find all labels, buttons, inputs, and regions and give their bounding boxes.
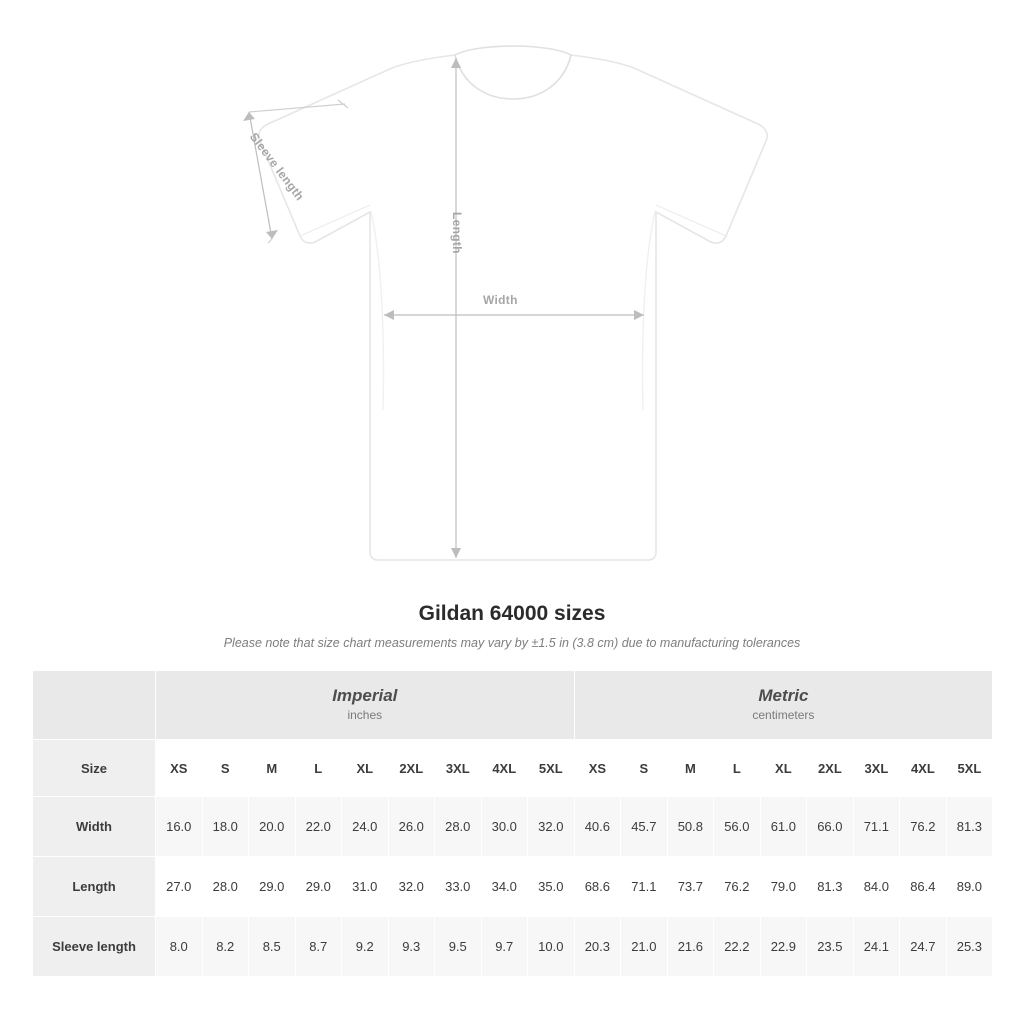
cell-width-metric-l: 56.0 bbox=[714, 797, 761, 857]
unit-group-imperial-sub: inches bbox=[347, 708, 383, 723]
shirt-body bbox=[259, 55, 767, 560]
cell-width-imperial-s: 18.0 bbox=[202, 797, 249, 857]
unit-group-imperial bbox=[156, 671, 575, 740]
size-header-metric-3xl: 3XL bbox=[853, 740, 900, 797]
cell-length-imperial-3xl: 33.0 bbox=[435, 857, 482, 917]
cell-length-metric-m: 73.7 bbox=[667, 857, 714, 917]
cell-width-metric-4xl: 76.2 bbox=[900, 797, 947, 857]
size-header-imperial-m: M bbox=[249, 740, 296, 797]
tolerance-note: Please note that size chart measurements may vary by ±1.5 in (3.8 cm) due to manufacturing tolerances bbox=[223, 636, 801, 650]
size-header-label: Size bbox=[33, 740, 156, 797]
size-header-imperial-s: S bbox=[202, 740, 249, 797]
size-header-metric-xl: XL bbox=[760, 740, 807, 797]
size-header-imperial-2xl: 2XL bbox=[388, 740, 435, 797]
cell-sleeve-imperial-xs: 8.0 bbox=[156, 917, 203, 977]
size-header-metric-5xl: 5XL bbox=[946, 740, 993, 797]
cell-length-imperial-5xl: 35.0 bbox=[528, 857, 575, 917]
cell-sleeve-metric-5xl: 25.3 bbox=[946, 917, 993, 977]
cell-length-imperial-m: 29.0 bbox=[249, 857, 296, 917]
cell-width-metric-5xl: 81.3 bbox=[946, 797, 993, 857]
cell-sleeve-metric-2xl: 23.5 bbox=[807, 917, 854, 977]
cell-sleeve-metric-xs: 20.3 bbox=[574, 917, 621, 977]
cell-sleeve-imperial-s: 8.2 bbox=[202, 917, 249, 977]
cell-width-imperial-5xl: 32.0 bbox=[528, 797, 575, 857]
cell-length-metric-s: 71.1 bbox=[621, 857, 668, 917]
size-chart-table-wrapper bbox=[32, 670, 992, 977]
size-header-metric-xs: XS bbox=[574, 740, 621, 797]
cell-sleeve-metric-4xl: 24.7 bbox=[900, 917, 947, 977]
size-header-metric-l: L bbox=[714, 740, 761, 797]
unit-group-metric-sub: centimeters bbox=[752, 708, 815, 723]
cell-length-metric-2xl: 81.3 bbox=[807, 857, 854, 917]
cell-width-imperial-xl: 24.0 bbox=[342, 797, 389, 857]
cell-width-imperial-4xl: 30.0 bbox=[481, 797, 528, 857]
cell-sleeve-imperial-xl: 9.2 bbox=[342, 917, 389, 977]
size-header-metric-m: M bbox=[667, 740, 714, 797]
size-header-imperial-5xl: 5XL bbox=[528, 740, 575, 797]
size-chart-table bbox=[32, 670, 993, 977]
cell-length-metric-5xl: 89.0 bbox=[946, 857, 993, 917]
cell-sleeve-metric-xl: 22.9 bbox=[760, 917, 807, 977]
cell-sleeve-imperial-m: 8.5 bbox=[249, 917, 296, 977]
cell-width-imperial-3xl: 28.0 bbox=[435, 797, 482, 857]
cell-width-imperial-xs: 16.0 bbox=[156, 797, 203, 857]
size-header-imperial-xs: XS bbox=[156, 740, 203, 797]
cell-sleeve-metric-m: 21.6 bbox=[667, 917, 714, 977]
cell-sleeve-imperial-5xl: 10.0 bbox=[528, 917, 575, 977]
size-header-imperial-4xl: 4XL bbox=[481, 740, 528, 797]
size-header-row bbox=[33, 740, 993, 797]
cell-sleeve-imperial-2xl: 9.3 bbox=[388, 917, 435, 977]
cell-length-imperial-xl: 31.0 bbox=[342, 857, 389, 917]
cell-length-metric-xl: 79.0 bbox=[760, 857, 807, 917]
cell-length-imperial-s: 28.0 bbox=[202, 857, 249, 917]
unit-group-metric-name: Metric bbox=[758, 685, 809, 705]
cell-width-metric-s: 45.7 bbox=[621, 797, 668, 857]
size-header-metric-4xl: 4XL bbox=[900, 740, 947, 797]
unit-group-imperial-name: Imperial bbox=[332, 685, 398, 705]
size-header-imperial-l: L bbox=[295, 740, 342, 797]
cell-width-metric-xl: 61.0 bbox=[760, 797, 807, 857]
length-label: Length bbox=[450, 212, 464, 254]
width-label: Width bbox=[483, 293, 518, 307]
cell-length-imperial-2xl: 32.0 bbox=[388, 857, 435, 917]
cell-sleeve-metric-3xl: 24.1 bbox=[853, 917, 900, 977]
cell-length-imperial-l: 29.0 bbox=[295, 857, 342, 917]
cell-length-metric-4xl: 86.4 bbox=[900, 857, 947, 917]
table-row bbox=[33, 857, 993, 917]
cell-length-imperial-xs: 27.0 bbox=[156, 857, 203, 917]
size-header-imperial-3xl: 3XL bbox=[435, 740, 482, 797]
cell-sleeve-imperial-4xl: 9.7 bbox=[481, 917, 528, 977]
cell-width-imperial-l: 22.0 bbox=[295, 797, 342, 857]
cell-width-metric-3xl: 71.1 bbox=[853, 797, 900, 857]
row-label-width: Width bbox=[33, 797, 156, 857]
cell-width-imperial-2xl: 26.0 bbox=[388, 797, 435, 857]
cell-sleeve-metric-s: 21.0 bbox=[621, 917, 668, 977]
size-header-metric-2xl: 2XL bbox=[807, 740, 854, 797]
table-row bbox=[33, 797, 993, 857]
size-header-metric-s: S bbox=[621, 740, 668, 797]
cell-width-metric-xs: 40.6 bbox=[574, 797, 621, 857]
unit-group-metric bbox=[574, 671, 993, 740]
cell-length-metric-xs: 68.6 bbox=[574, 857, 621, 917]
cell-length-metric-3xl: 84.0 bbox=[853, 857, 900, 917]
chart-header bbox=[0, 602, 1024, 650]
row-label-sleeve-length: Sleeve length bbox=[33, 917, 156, 977]
cell-sleeve-metric-l: 22.2 bbox=[714, 917, 761, 977]
row-label-length: Length bbox=[33, 857, 156, 917]
cell-sleeve-imperial-l: 8.7 bbox=[295, 917, 342, 977]
table-corner-cell bbox=[33, 671, 156, 740]
cell-width-metric-2xl: 66.0 bbox=[807, 797, 854, 857]
cell-width-imperial-m: 20.0 bbox=[249, 797, 296, 857]
cell-sleeve-imperial-3xl: 9.5 bbox=[435, 917, 482, 977]
cell-length-metric-l: 76.2 bbox=[714, 857, 761, 917]
page-title: Gildan 64000 sizes bbox=[418, 602, 606, 625]
cell-length-imperial-4xl: 34.0 bbox=[481, 857, 528, 917]
unit-header-row bbox=[33, 671, 993, 740]
size-header-imperial-xl: XL bbox=[342, 740, 389, 797]
cell-width-metric-m: 50.8 bbox=[667, 797, 714, 857]
table-row bbox=[33, 917, 993, 977]
sleeve-length-label: Sleeve length bbox=[246, 130, 307, 204]
